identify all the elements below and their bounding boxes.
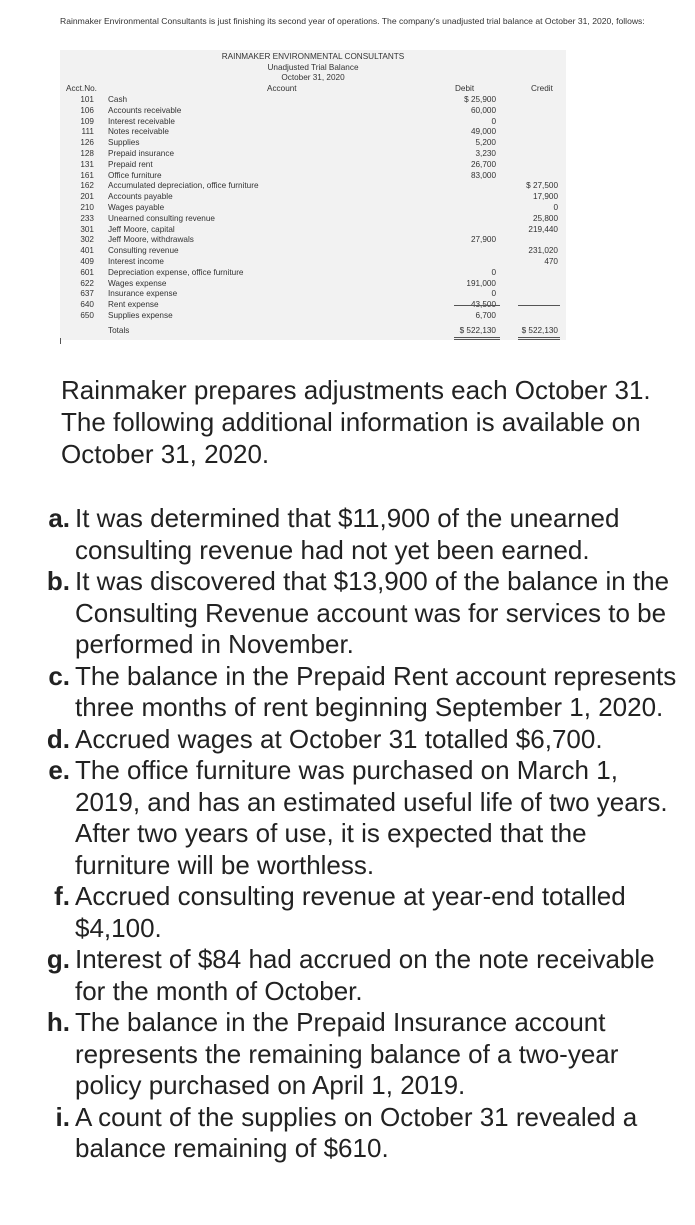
item-text: The office furniture was purchased on March 1, 2019, and has an estimated useful life of two years. After two years of use, it is expected that the furniture will be worthless. <box>75 755 668 880</box>
credit-cell: 17,900 <box>532 192 558 202</box>
table-row <box>60 117 566 128</box>
table-row <box>60 171 566 182</box>
table-row <box>60 181 566 192</box>
debit-cell: 3,230 <box>475 148 496 158</box>
debit-cell: 27,900 <box>470 235 496 245</box>
item-text: Interest of $84 had accrued on the note receivable for the month of October. <box>75 944 655 1006</box>
debit-subtotal-rule <box>454 305 500 306</box>
table-row <box>60 246 566 257</box>
debit-cell: 60,000 <box>470 105 496 115</box>
account-name-cell: Insurance expense <box>108 289 178 299</box>
header-credit: Credit <box>531 84 553 93</box>
acct-no-cell: 161 <box>80 170 94 180</box>
totals-row <box>60 326 566 336</box>
acct-no-cell: 109 <box>80 116 94 126</box>
acct-no-cell: 210 <box>80 202 94 212</box>
account-name-cell: Jeff Moore, capital <box>108 224 175 234</box>
totals-label: Totals <box>108 326 130 335</box>
table-row <box>60 192 566 203</box>
table-row <box>60 160 566 171</box>
totals-debit: $ 522,130 <box>459 326 496 335</box>
debit-cell: 0 <box>491 267 496 277</box>
account-name-cell: Jeff Moore, withdrawals <box>108 235 194 245</box>
item-text: It was discovered that $13,900 of the balance in the Consulting Revenue account was for services to be performed in November. <box>75 566 670 659</box>
header-account: Account <box>267 84 297 93</box>
credit-total-double-rule <box>518 337 560 340</box>
acct-no-cell: 409 <box>80 256 94 266</box>
debit-cell: $ 25,900 <box>464 95 496 104</box>
account-name-cell: Office furniture <box>108 170 162 180</box>
acct-no-cell: 301 <box>80 224 94 234</box>
header-debit: Debit <box>455 84 475 93</box>
list-item <box>40 566 680 661</box>
statement-date: October 31, 2020 <box>281 73 345 82</box>
debit-cell: 26,700 <box>470 159 496 169</box>
table-row <box>60 257 566 268</box>
list-item <box>40 881 680 944</box>
table-row <box>60 106 566 117</box>
credit-cell: 25,800 <box>532 213 558 223</box>
acct-no-cell: 622 <box>80 278 94 288</box>
credit-cell: 470 <box>544 256 558 266</box>
account-name-cell: Cash <box>108 95 128 104</box>
acct-no-cell: 640 <box>80 300 94 310</box>
acct-no-cell: 162 <box>80 181 94 191</box>
acct-no-cell: 131 <box>80 159 94 169</box>
debit-cell: 49,000 <box>470 127 496 137</box>
item-letter: c. <box>48 660 70 691</box>
debit-cell: 6,700 <box>475 310 496 320</box>
table-row <box>60 235 566 246</box>
acct-no-cell: 302 <box>80 235 94 245</box>
account-name-cell: Accounts receivable <box>108 105 182 115</box>
account-name-cell: Consulting revenue <box>108 246 179 256</box>
column-headers <box>60 84 566 94</box>
credit-cell: 219,440 <box>528 224 558 234</box>
account-name-cell: Interest receivable <box>108 116 175 126</box>
credit-cell: 0 <box>553 202 558 212</box>
acct-no-cell: 201 <box>80 192 94 202</box>
account-name-cell: Wages payable <box>108 202 165 212</box>
item-text: The balance in the Prepaid Rent account represents three months of rent beginning September 1, 2020. <box>75 660 677 722</box>
debit-cell: 0 <box>491 116 496 126</box>
adjustments-list <box>40 503 680 1165</box>
account-name-cell: Prepaid insurance <box>108 148 174 158</box>
table-row <box>60 149 566 160</box>
item-text: It was determined that $11,900 of the unearned consulting revenue had not yet been earned. <box>75 503 620 565</box>
table-row <box>60 311 566 322</box>
account-name-cell: Supplies <box>108 138 140 148</box>
debit-cell: 191,000 <box>466 278 496 288</box>
list-item <box>40 1007 680 1102</box>
table-row <box>60 268 566 279</box>
margin-mark <box>60 338 61 344</box>
account-name-cell: Prepaid rent <box>108 159 153 169</box>
account-name-cell: Unearned consulting revenue <box>108 213 215 223</box>
company-name: RAINMAKER ENVIRONMENTAL CONSULTANTS <box>221 52 405 61</box>
table-row <box>60 279 566 290</box>
table-row <box>60 127 566 138</box>
table-row <box>60 225 566 236</box>
credit-cell: 231,020 <box>528 246 558 256</box>
item-text: A count of the supplies on October 31 revealed a balance remaining of $610. <box>75 1101 638 1163</box>
account-name-cell: Supplies expense <box>108 310 173 320</box>
account-name-cell: Notes receivable <box>108 127 169 137</box>
list-item <box>40 503 680 566</box>
acct-no-cell: 601 <box>80 267 94 277</box>
credit-cell: $ 27,500 <box>526 181 558 191</box>
item-letter: h. <box>46 1007 70 1037</box>
table-row <box>60 203 566 214</box>
acct-no-cell: 128 <box>80 148 94 158</box>
acct-no-cell: 650 <box>80 310 94 320</box>
account-name-cell: Interest income <box>108 256 164 266</box>
adjustments-paragraph: Rainmaker prepares adjustments each October 31. The following additional information is available on October 31, 2020. <box>61 375 651 469</box>
header-acct-no: Acct.No. <box>66 84 97 93</box>
debit-cell: 5,200 <box>475 138 496 148</box>
debit-total-double-rule <box>454 337 500 340</box>
debit-cell: 43,500 <box>470 300 496 310</box>
list-item <box>40 944 680 1007</box>
account-name-cell: Depreciation expense, office furniture <box>108 267 244 277</box>
table-row <box>60 289 566 300</box>
table-row <box>60 95 566 106</box>
acct-no-cell: 637 <box>80 289 94 299</box>
list-item <box>40 1102 680 1165</box>
acct-no-cell: 111 <box>81 127 94 137</box>
item-text: Accrued wages at October 31 totalled $6,700. <box>75 723 603 754</box>
item-letter: a. <box>48 503 70 533</box>
credit-subtotal-rule <box>518 305 560 306</box>
item-letter: i. <box>55 1101 70 1132</box>
intro-text: Rainmaker Environmental Consultants is just finishing its second year of operations. The company's unadjusted trial balance at October 31, 2020, follows: <box>60 16 645 26</box>
table-row <box>60 138 566 149</box>
acct-no-cell: 126 <box>80 138 94 148</box>
account-name-cell: Wages expense <box>108 278 167 288</box>
item-text: Accrued consulting revenue at year-end totalled $4,100. <box>75 881 626 943</box>
trial-balance-table <box>60 50 566 340</box>
item-letter: f. <box>54 881 70 911</box>
item-letter: e. <box>48 755 70 785</box>
account-name-cell: Accumulated depreciation, office furniture <box>108 181 259 191</box>
statement-title: Unadjusted Trial Balance <box>267 62 359 72</box>
acct-no-cell: 106 <box>80 105 94 115</box>
item-letter: g. <box>46 944 70 974</box>
item-letter: b. <box>46 566 70 596</box>
item-text: The balance in the Prepaid Insurance account represents the remaining balance of a two-year policy purchased on April 1, 2019. <box>75 1007 619 1100</box>
table-row <box>60 214 566 225</box>
trial-balance-rows <box>60 95 566 322</box>
totals-credit: $ 522,130 <box>521 326 558 335</box>
item-letter: d. <box>46 723 70 754</box>
list-item <box>40 755 680 881</box>
acct-no-cell: 233 <box>80 213 94 223</box>
debit-cell: 83,000 <box>470 170 496 180</box>
debit-cell: 0 <box>491 289 496 299</box>
acct-no-cell: 401 <box>80 246 94 256</box>
account-name-cell: Accounts payable <box>108 192 173 202</box>
list-item <box>40 661 680 724</box>
trial-balance-heading <box>60 50 566 84</box>
account-name-cell: Rent expense <box>108 300 159 310</box>
acct-no-cell: 101 <box>80 95 94 104</box>
list-item <box>40 724 680 756</box>
